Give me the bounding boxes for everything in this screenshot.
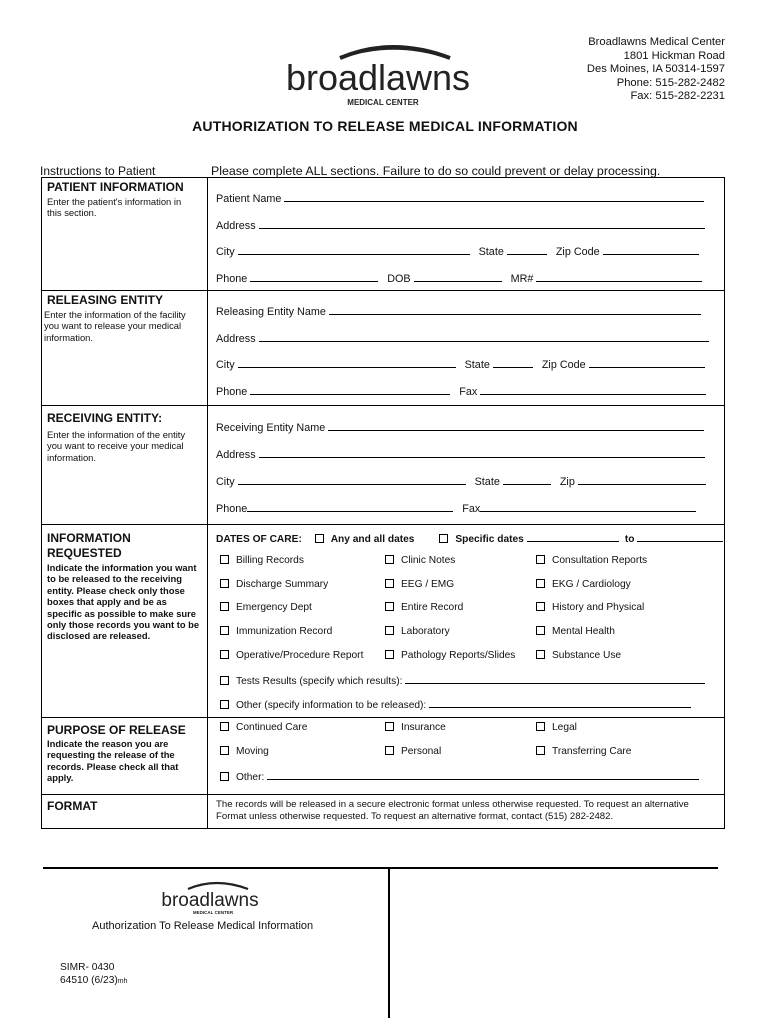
completion-notice: Please complete ALL sections. Failure to do so could prevent or delay processing. <box>211 164 661 178</box>
option-mental-health[interactable] <box>536 626 615 637</box>
releasing-address-field[interactable] <box>216 332 715 345</box>
option-history-physical[interactable] <box>536 602 644 613</box>
checkbox[interactable] <box>385 746 394 755</box>
patient-phone-field[interactable] <box>250 272 378 282</box>
checkbox[interactable] <box>220 650 229 659</box>
checkbox[interactable] <box>220 722 229 731</box>
option-label: Tests Results (specify which results): <box>236 676 403 687</box>
option-label: Other: <box>236 772 265 783</box>
option-label: Moving <box>236 746 269 757</box>
option-discharge-summary[interactable] <box>220 579 328 590</box>
patient-dob-label: DOB <box>387 273 411 285</box>
form-code <box>60 961 128 988</box>
checkbox[interactable] <box>385 626 394 635</box>
patient-mr-label: MR# <box>510 273 534 285</box>
info-section-title: INFORMATION REQUESTED <box>47 531 131 560</box>
form-code-line <box>60 974 128 988</box>
patient-state-field[interactable] <box>507 245 547 255</box>
end-date-field[interactable] <box>637 532 723 542</box>
option-label: Entire Record <box>401 602 464 613</box>
checkbox[interactable] <box>536 650 545 659</box>
purpose-legal[interactable] <box>536 722 577 733</box>
dates-of-care-row <box>216 532 729 545</box>
option-ekg-cardiology[interactable] <box>536 579 631 590</box>
checkbox[interactable] <box>536 602 545 611</box>
option-billing-records[interactable] <box>220 555 304 566</box>
checkbox[interactable] <box>536 746 545 755</box>
option-pathology-reports[interactable] <box>385 650 515 661</box>
instructions-label: Instructions to Patient <box>40 164 156 178</box>
form-initials: mh <box>117 978 128 985</box>
patient-dob-field[interactable] <box>414 272 502 282</box>
start-date-field[interactable] <box>527 532 619 542</box>
option-label: Discharge Summary <box>236 579 329 590</box>
purpose-insurance[interactable] <box>385 722 446 733</box>
releasing-section-title: RELEASING ENTITY <box>47 293 164 307</box>
footer-title: Authorization To Release Medical Information <box>92 920 314 932</box>
option-other-info[interactable] <box>220 698 697 711</box>
patient-address-field[interactable] <box>216 219 711 232</box>
option-entire-record[interactable] <box>385 602 463 613</box>
releasing-zip-field[interactable] <box>589 358 705 368</box>
option-label: Substance Use <box>552 650 622 661</box>
checkbox[interactable] <box>536 626 545 635</box>
purpose-personal[interactable] <box>385 746 441 757</box>
releasing-state-field[interactable] <box>493 358 533 368</box>
option-label: Other (specify information to be released): <box>236 700 427 711</box>
format-text: The records will be released in a secure electronic format unless otherwise requested. To request an alternative Format unless otherwise requested. To request an alternative format, contact (515) 282-2482. <box>216 799 689 822</box>
receiving-city-field[interactable] <box>238 475 466 485</box>
patient-name-label: Patient Name <box>216 193 282 205</box>
address-line: 1801 Hickman Road <box>623 49 725 62</box>
checkbox[interactable] <box>385 602 394 611</box>
patient-mr-field[interactable] <box>536 272 702 282</box>
option-label: Consultation Reports <box>552 555 648 566</box>
option-label: Operative/Procedure Report <box>236 650 364 661</box>
checkbox[interactable] <box>536 579 545 588</box>
releasing-address-label: Address <box>216 333 256 345</box>
option-label: EKG / Cardiology <box>552 579 631 590</box>
facility-address <box>587 36 725 104</box>
option-substance-use[interactable] <box>536 650 621 661</box>
footer-divider <box>43 867 718 869</box>
releasing-fax-label: Fax <box>459 386 478 398</box>
releasing-name-label: Releasing Entity Name <box>216 306 326 318</box>
releasing-name-field[interactable] <box>216 305 707 318</box>
checkbox[interactable] <box>220 555 229 564</box>
receiving-section-title: RECEIVING ENTITY: <box>47 411 163 425</box>
option-laboratory[interactable] <box>385 626 450 637</box>
option-immunization-record[interactable] <box>220 626 332 637</box>
receiving-address-label: Address <box>216 449 256 461</box>
releasing-phone-label: Phone <box>216 386 248 398</box>
receiving-phone-row <box>216 502 702 515</box>
checkbox[interactable] <box>536 555 545 564</box>
releasing-phone-field[interactable] <box>250 385 450 395</box>
form-title: AUTHORIZATION TO RELEASE MEDICAL INFORMATION <box>192 118 578 134</box>
broadlawns-logo <box>282 42 478 108</box>
patient-section-title: PATIENT INFORMATION <box>47 180 184 194</box>
releasing-city-field[interactable] <box>238 358 456 368</box>
purpose-moving[interactable] <box>220 746 269 757</box>
option-emergency-dept[interactable] <box>220 602 312 613</box>
option-label: Insurance <box>401 722 446 733</box>
purpose-section-title: PURPOSE OF RELEASE <box>47 723 186 737</box>
checkbox[interactable] <box>536 722 545 731</box>
option-label: Continued Care <box>236 722 308 733</box>
purpose-other[interactable] <box>220 770 705 783</box>
checkbox[interactable] <box>220 676 229 685</box>
purpose-other-field[interactable] <box>267 770 699 780</box>
releasing-city-row <box>216 358 711 371</box>
patient-name-field[interactable] <box>216 192 710 205</box>
receiving-city-label: City <box>216 476 235 488</box>
checkbox[interactable] <box>220 602 229 611</box>
checkbox[interactable] <box>220 700 229 709</box>
patient-address-label: Address <box>216 220 256 232</box>
patient-state-label: State <box>478 246 504 258</box>
releasing-fax-field[interactable] <box>480 385 706 395</box>
patient-phone-label: Phone <box>216 273 248 285</box>
form-revision: 64510 (6/23) <box>60 975 118 986</box>
option-clinic-notes[interactable] <box>385 555 455 566</box>
column-divider <box>207 177 208 829</box>
checkbox[interactable] <box>220 746 229 755</box>
option-label: History and Physical <box>552 602 645 613</box>
option-label: Laboratory <box>401 626 450 637</box>
logo-sub: MEDICAL CENTER <box>347 98 419 107</box>
receiving-phone-label: Phone <box>216 503 248 515</box>
section-divider <box>41 290 725 291</box>
footer-logo-word: broadlawns <box>161 890 259 911</box>
option-label: Immunization Record <box>236 626 333 637</box>
receiving-fax-field[interactable] <box>480 502 696 512</box>
option-label: Personal <box>401 746 442 757</box>
section-divider <box>41 524 725 525</box>
logo-word: broadlawns <box>285 57 471 98</box>
option-label: Emergency Dept <box>236 602 312 613</box>
any-dates-checkbox[interactable] <box>315 534 324 543</box>
option-label: Pathology Reports/Slides <box>401 650 516 661</box>
format-section-title: FORMAT <box>47 799 98 813</box>
specific-dates-label: Specific dates <box>455 534 524 545</box>
dates-of-care-label: DATES OF CARE: <box>216 534 302 545</box>
info-section-desc: Indicate the information you want to be released to the receiving entity. Please check only those boxes that apply and be as specific as possible to make sure only those records you want to be disclosed are released. <box>47 562 200 642</box>
patient-zip-label: Zip Code <box>555 246 600 258</box>
section-divider <box>41 717 725 718</box>
releasing-state-label: State <box>464 359 490 371</box>
option-label: Mental Health <box>552 626 615 637</box>
option-label: Legal <box>552 722 577 733</box>
address-line: Fax: 515-282-2231 <box>630 90 725 103</box>
receiving-name-label: Receiving Entity Name <box>216 422 326 434</box>
receiving-address-field[interactable] <box>216 448 711 461</box>
receiving-state-field[interactable] <box>503 475 551 485</box>
option-label: Billing Records <box>236 555 304 566</box>
receiving-phone-field[interactable] <box>247 502 453 512</box>
patient-city-label: City <box>216 246 235 258</box>
footer-broadlawns-logo <box>158 880 264 916</box>
checkbox[interactable] <box>220 626 229 635</box>
tests-results-field[interactable] <box>405 674 705 684</box>
receiving-state-label: State <box>474 476 500 488</box>
patient-zip-field[interactable] <box>603 245 699 255</box>
address-line: Des Moines, IA 50314-1597 <box>586 63 725 76</box>
receiving-section-desc: Enter the information of the entity you want to receive your medical information. <box>47 429 186 463</box>
section-divider <box>41 794 725 795</box>
purpose-continued-care[interactable] <box>220 722 307 733</box>
specific-dates-checkbox[interactable] <box>439 534 448 543</box>
footer-vertical-divider <box>388 868 390 1018</box>
option-label: Clinic Notes <box>401 555 456 566</box>
patient-city-row <box>216 245 705 258</box>
releasing-section-desc: Enter the information of the facility you want to release your medical information. <box>44 309 186 343</box>
receiving-zip-label: Zip <box>559 476 575 488</box>
other-info-field[interactable] <box>429 698 691 708</box>
receiving-fax-label: Fax <box>462 503 481 515</box>
patient-city-field[interactable] <box>238 245 470 255</box>
footer-logo-sub: MEDICAL CENTER <box>192 910 234 915</box>
checkbox[interactable] <box>385 555 394 564</box>
checkbox[interactable] <box>385 722 394 731</box>
releasing-city-label: City <box>216 359 235 371</box>
patient-section-desc: Enter the patient's information in this section. <box>47 196 182 219</box>
address-line: Broadlawns Medical Center <box>588 36 725 48</box>
checkbox[interactable] <box>220 772 229 781</box>
releasing-zip-label: Zip Code <box>541 359 586 371</box>
to-label: to <box>624 534 635 545</box>
option-eeg-emg[interactable] <box>385 579 454 590</box>
option-label: EEG / EMG <box>401 579 455 590</box>
address-line: Phone: 515-282-2482 <box>616 76 725 89</box>
checkbox[interactable] <box>385 650 394 659</box>
option-consultation-reports[interactable] <box>536 555 647 566</box>
purpose-section-desc: Indicate the reason you are requesting the release of the records. Please check all that apply. <box>47 738 179 784</box>
form-code-line: SIMR- 0430 <box>60 962 115 973</box>
option-tests-results[interactable] <box>220 674 711 687</box>
option-label: Transferring Care <box>552 746 632 757</box>
section-divider <box>41 405 725 406</box>
releasing-phone-row <box>216 385 712 398</box>
receiving-city-row <box>216 475 712 488</box>
purpose-transferring-care[interactable] <box>536 746 631 757</box>
receiving-zip-field[interactable] <box>578 475 706 485</box>
checkbox[interactable] <box>220 579 229 588</box>
any-dates-label: Any and all dates <box>330 534 415 545</box>
receiving-name-field[interactable] <box>216 421 710 434</box>
checkbox[interactable] <box>385 579 394 588</box>
patient-phone-row <box>216 272 708 285</box>
option-operative-procedure-report[interactable] <box>220 650 363 661</box>
